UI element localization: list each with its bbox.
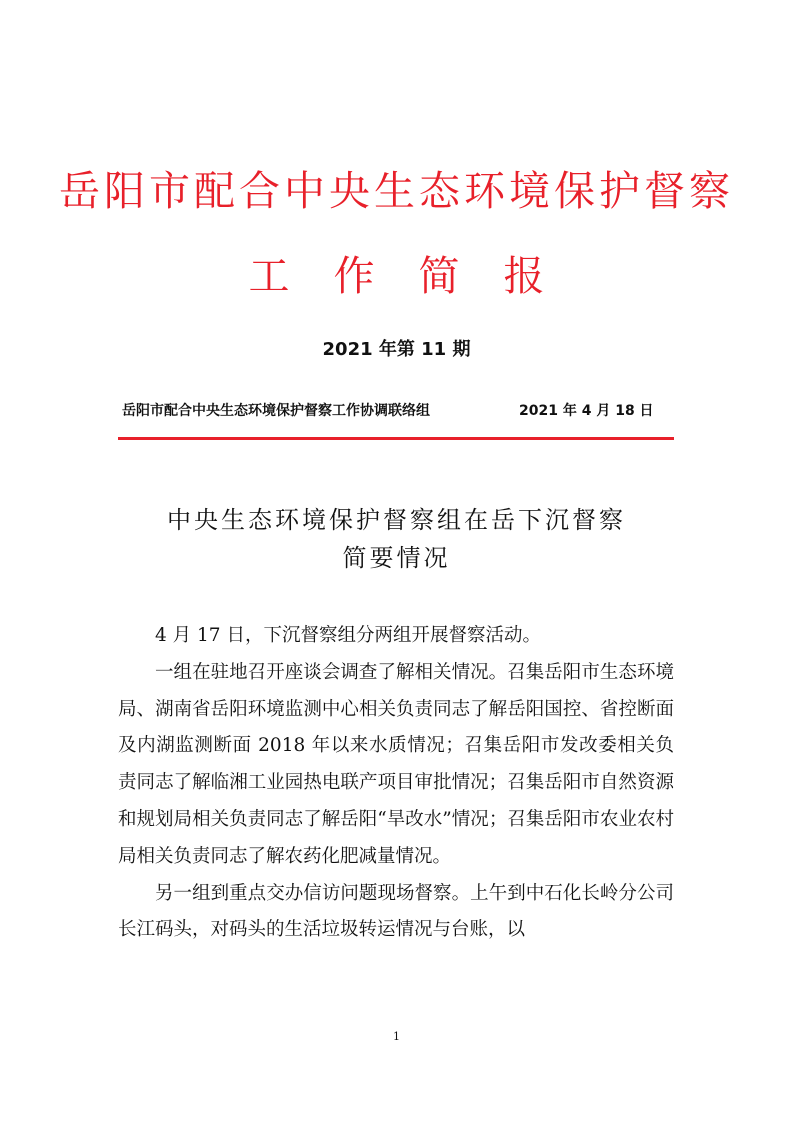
paragraph-1: 4 月 17 日，下沉督察组分两组开展督察活动。 bbox=[155, 625, 541, 646]
masthead-subtitle: 工作简报 bbox=[248, 252, 589, 300]
issuing-organization: 岳阳市配合中央生态环境保护督察工作协调联络组 bbox=[122, 403, 430, 419]
article-title-line-1: 中央生态环境保护督察组在岳下沉督察 bbox=[167, 506, 626, 534]
red-divider bbox=[118, 437, 674, 440]
masthead-title: 岳阳市配合中央生态环境保护督察 bbox=[59, 167, 734, 215]
issue-date: 2021 年 4 月 18 日 bbox=[519, 403, 654, 419]
paragraph-3: 另一组到重点交办信访问题现场督察。上午到中石化长岭分公司长江码头，对码头的生活垃圾转运情况与台账，以 bbox=[118, 882, 674, 941]
page-number: 1 bbox=[393, 1030, 400, 1043]
paragraph-2: 一组在驻地召开座谈会调查了解相关情况。召集岳阳市生态环境局、湖南省岳阳环境监测中心相关负责同志了解岳阳国控、省控断面及内湖监测断面 2018 年以来水质情况；召集岳阳市发改委相关负责同志了解临湘工业园热电联产项目审批情况；召集岳阳市自然资源和规划局相关负责同志了解岳阳“旱改水”情况；召集岳阳市农业农村局相关负责同志了解农药化肥减量情况。 bbox=[118, 661, 674, 867]
article-body bbox=[118, 618, 674, 949]
issue-number: 2021 年第 11 期 bbox=[322, 339, 471, 360]
article-title-line-2: 简要情况 bbox=[342, 544, 451, 572]
